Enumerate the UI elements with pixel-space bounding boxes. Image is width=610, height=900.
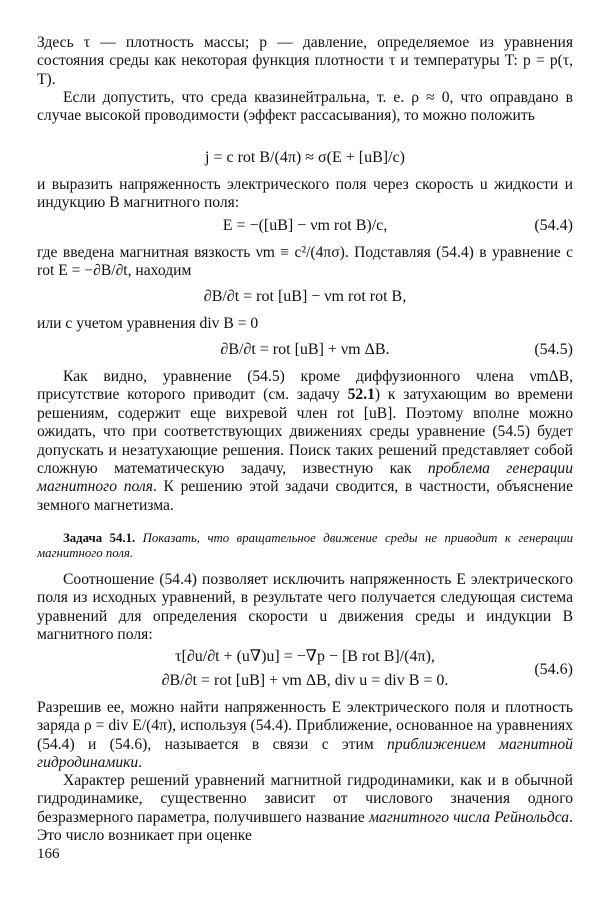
emphasized-term: проблема генерации магнитного поля <box>37 460 573 496</box>
equation-54-5 <box>37 338 573 362</box>
equation-body: ∂B/∂t = rot [uB] + νm ΔB. <box>220 341 390 358</box>
paragraph-electric-field: и выразить напряженность электрического поля через скорость u жидкости и индукцию B магнитного поля: <box>37 176 573 212</box>
text-span: ) к затухающим во времени решениям, содержит еще вихревой член rot [uB]. Поэтому вполне можно ожидать, что при соответствующих движениях среды уравнение (54.5) будет допускать и незатухающие решения. Поиск таких решений представляет собой сложную математическую задачу, известную как <box>37 386 573 478</box>
equation-line-2: ∂B/∂t = rot [uB] + νm ΔB, div u = div B = 0. <box>161 672 449 689</box>
paragraph-magnetic-viscosity: где введена магнитная вязкость νm ≡ c²/(4πσ). Подставляя (54.4) в уравнение c rot E = −∂B/∂t, находим <box>37 244 573 280</box>
problem-reference: 52.1 <box>347 386 375 404</box>
equation-current-density <box>37 146 573 170</box>
equation-body: j = c rot B/(4π) ≈ σ(E + [uB]/c) <box>205 149 405 166</box>
paragraph-state-equation: Здесь τ — плотность массы; p — давление, определяемое из уравнения состояния среды как некоторая функция плотности τ и температуры T: p = p(τ, T). <box>37 34 573 88</box>
text-span: . Это число возникает при оценке <box>37 808 574 845</box>
paragraph-dynamo-problem <box>37 368 573 515</box>
text-span: Как видно, уравнение (54.5) кроме диффузионного члена νmΔB, присутствие которого приводит (см. задачу <box>37 368 573 404</box>
page-number: 166 <box>37 846 60 862</box>
task-text: Показать, что вращательное движение среды не приводит к генерации магнитного поля. <box>37 531 574 560</box>
text-span: . <box>138 754 143 772</box>
text-span: . К решению этой задачи сводится, в частности, объяснение земного магнетизма. <box>37 478 573 514</box>
equation-induction-rot-rot <box>37 285 573 309</box>
paragraph-equation-system: Соотношение (54.4) позволяет исключить напряженность E электрического поля из исходных уравнений, в результате чего получается следующая система уравнений для определения скорости u движения среды и индукции B магнитного поля: <box>37 571 573 644</box>
equation-line-1: τ[∂u/∂t + (u∇)u] = −∇p − [B rot B]/(4π), <box>175 648 435 665</box>
task-label: Задача 54.1. <box>63 531 136 545</box>
text-span: Характер решений уравнений магнитной гидродинамики, как и в обычной гидродинамике, существенно зависит от числового значения одного безразмерного параметра, получившего название <box>37 772 573 826</box>
emphasized-term: приближением магнитной гидродинамики <box>37 735 573 772</box>
paragraph-div-b: или с учетом уравнения div B = 0 <box>37 315 259 332</box>
task-54-1 <box>37 531 573 561</box>
equation-body: E = −([uB] − νm rot B)/c, <box>222 217 388 234</box>
paragraph-reynolds-number <box>37 772 573 846</box>
equation-body: ∂B/∂t = rot [uB] − νm rot rot B, <box>203 288 407 305</box>
equation-54-4 <box>37 214 573 238</box>
text-span: Разрешив ее, можно найти напряженность E электрического поля и плотность заряда ρ = div E/(4π), используя (54.4). Приближение, основанное на уравнениях (54.4) и (54.6), называется в связи с этим <box>37 699 573 753</box>
equation-number: (54.4) <box>534 217 573 234</box>
equation-54-6 <box>37 645 573 695</box>
equation-system-lines <box>37 645 573 693</box>
equation-number: (54.6) <box>534 661 573 678</box>
equation-number: (54.5) <box>534 341 573 358</box>
paragraph-mhd-approximation <box>37 699 573 773</box>
paragraph-quasineutral: Если допустить, что среда квазинейтральна, т. е. ρ ≈ 0, что оправдано в случае высокой проводимости (эффект рассасывания), то можно положить <box>37 89 573 125</box>
emphasized-term: магнитного числа Рейнольдса <box>368 808 570 826</box>
